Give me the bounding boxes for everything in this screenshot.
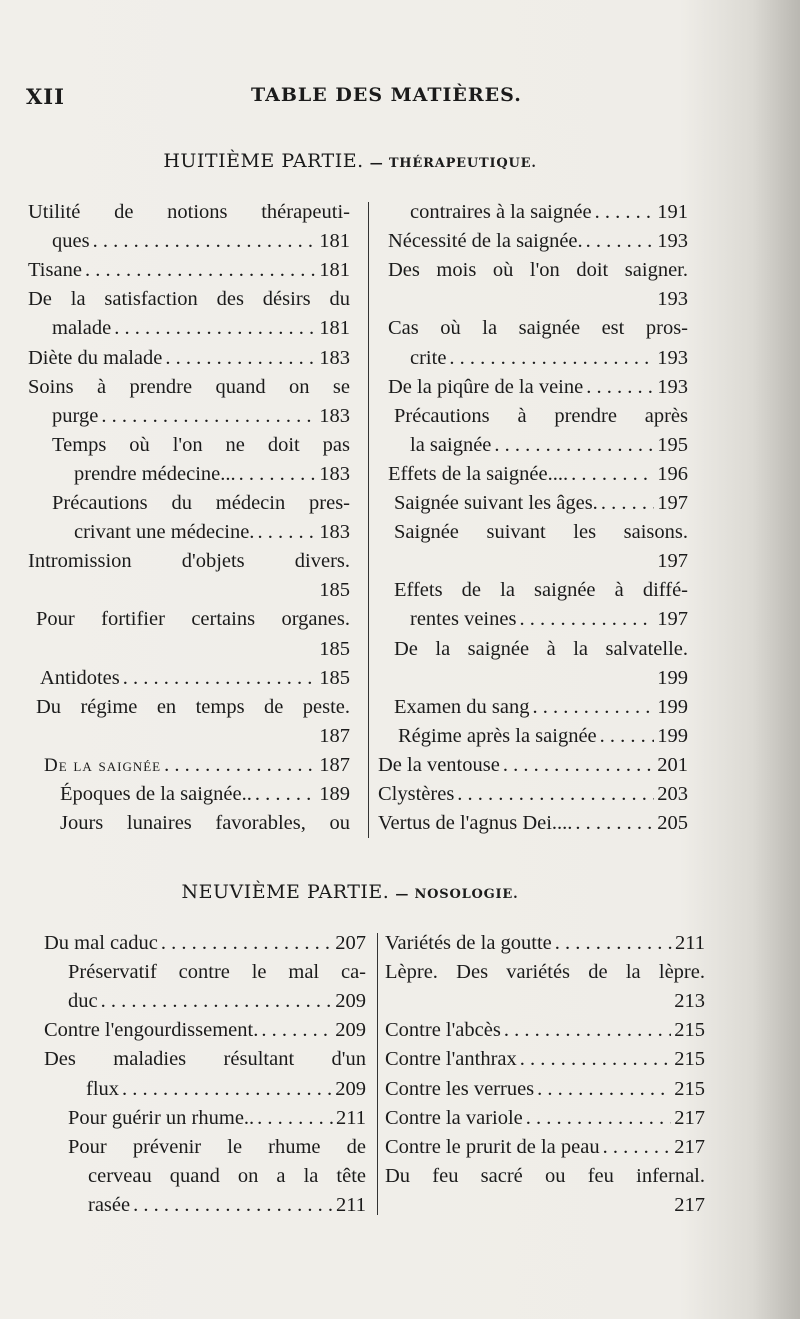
part-8-heading [0, 150, 700, 172]
dot-leader [114, 314, 316, 343]
toc-entry-title: rasée [88, 1193, 131, 1216]
page-number: 181 [319, 230, 350, 253]
dot-leader [519, 605, 654, 634]
toc-entry-title: De la ventouse [378, 753, 500, 776]
page-number: 183 [319, 462, 350, 485]
page-number: 211 [336, 1193, 366, 1216]
dot-leader [526, 1104, 671, 1133]
page-number: 199 [657, 695, 688, 718]
toc-entry-text: Des maladies résultant d'un [44, 1048, 366, 1071]
toc-entry-text: Cas où la saignée est pros- [388, 317, 688, 340]
dot-leader [133, 1191, 333, 1220]
toc-entry [398, 722, 688, 751]
dot-leader [261, 1016, 332, 1045]
toc-entry [68, 1104, 366, 1133]
toc-entry-text: Du feu sacré ou feu infernal. [385, 1164, 705, 1187]
dot-leader [586, 227, 655, 256]
toc-entry-title: Saignée suivant les âges. [394, 492, 598, 514]
dot-leader [122, 1075, 332, 1104]
dot-leader [164, 751, 316, 780]
toc-entry-text: Lèpre. Des variétés de la lèpre. [385, 961, 705, 984]
page-folio: XII [26, 84, 65, 109]
part-8-subtitle: — THÉRAPEUTIQUE. [369, 156, 537, 171]
column-divider [377, 933, 378, 1215]
toc-entry-text: cerveau quand on a la tête [88, 1164, 366, 1187]
page-number: 201 [657, 753, 688, 776]
dot-leader [595, 198, 655, 227]
toc-entry [378, 780, 688, 809]
page-number: 209 [335, 990, 366, 1013]
toc-entry [385, 1045, 705, 1074]
toc-entry [394, 489, 688, 518]
page-number: 217 [674, 1106, 705, 1129]
part-9-heading [0, 881, 700, 903]
page-number: 197 [657, 492, 688, 514]
toc-entry-title: Variétés de la goutte [385, 932, 552, 954]
toc-entry-title: De la saignée [44, 754, 162, 776]
dot-leader [494, 431, 654, 460]
dot-leader [93, 227, 317, 256]
toc-entry-text: Temps où l'on ne doit pas [52, 433, 350, 456]
dot-leader [257, 1104, 333, 1133]
page-number: 183 [319, 404, 350, 427]
page-number: 199 [657, 724, 688, 747]
toc-entry-title: prendre médecine... [74, 462, 236, 485]
toc-entry [74, 518, 350, 547]
toc-entry [385, 1075, 705, 1104]
toc-entry-title: Contre l'anthrax [385, 1048, 517, 1071]
toc-entry [44, 1016, 366, 1045]
page-number: 197 [657, 550, 688, 573]
toc-entry-title: Contre l'abcès [385, 1019, 501, 1042]
page-number: 205 [657, 812, 688, 835]
toc-entry-title: duc [68, 990, 98, 1013]
toc-entry-title: Clystères [378, 783, 455, 805]
part-9-subtitle: — NOSOLOGIE. [395, 887, 519, 902]
page-number: 185 [319, 579, 350, 602]
toc-entry-title: Contre le prurit de la peau [385, 1135, 600, 1158]
toc-entry-text: De la saignée à la salvatelle. [394, 637, 688, 660]
page-number: 193 [657, 288, 688, 311]
page-number: 217 [674, 1193, 705, 1216]
dot-leader [449, 344, 654, 373]
toc-entry [385, 929, 705, 958]
toc-entry-title: contraires à la saignée [410, 201, 592, 223]
toc-entry-title: rentes veines [410, 608, 517, 631]
toc-entry [74, 460, 350, 489]
page-number: 183 [319, 346, 350, 369]
page-number: 185 [319, 637, 350, 660]
running-title: TABLE DES MATIÈRES. [251, 84, 522, 106]
toc-entry [378, 751, 688, 780]
toc-entry-title: Nécessité de la saignée. [388, 230, 583, 253]
page-number: 195 [657, 433, 688, 456]
page-number: 215 [674, 1019, 705, 1042]
toc-entry-title: Du mal caduc [44, 932, 158, 954]
toc-entry-title: Diète du malade [28, 346, 163, 369]
dot-leader [586, 373, 654, 402]
toc-entry [28, 344, 350, 373]
page-number: 211 [675, 932, 705, 954]
page-number: 215 [674, 1048, 705, 1071]
page-number: 196 [657, 462, 688, 485]
dot-leader [457, 780, 654, 809]
toc-entry-text: Saignée suivant les saisons. [394, 521, 688, 544]
toc-entry-title: crivant une médecine. [74, 521, 255, 544]
page-number: 193 [657, 375, 688, 398]
toc-entry-title: Effets de la saignée.... [388, 462, 569, 485]
page-number: 209 [335, 1077, 366, 1100]
toc-entry [410, 605, 688, 634]
dot-leader [85, 256, 316, 285]
dot-leader [600, 722, 655, 751]
toc-entry [60, 780, 350, 809]
page-number: 181 [319, 259, 350, 282]
page-number: 191 [657, 201, 688, 223]
dot-leader [603, 1133, 672, 1162]
toc-entry-title: De la piqûre de la veine [388, 375, 584, 398]
dot-leader [257, 518, 316, 547]
dot-leader [555, 929, 672, 958]
toc-entry-text: Du régime en temps de peste. [36, 695, 350, 718]
toc-entry-text: Utilité de notions thérapeuti- [28, 201, 350, 223]
page-number: 215 [674, 1077, 705, 1100]
toc-entry-title: Époques de la saignée.. [60, 783, 252, 805]
page-number: 187 [319, 724, 350, 747]
column-divider [368, 202, 369, 838]
toc-entry-text: Pour fortifier certains organes. [36, 608, 350, 631]
toc-entry-title: Contre les verrues [385, 1077, 535, 1100]
page-number: 197 [657, 608, 688, 631]
dot-leader [503, 751, 654, 780]
page-number: 185 [319, 666, 350, 689]
toc-entry [44, 751, 350, 780]
toc-entry [385, 1016, 705, 1045]
toc-entry-text: Soins à prendre quand on se [28, 375, 350, 398]
toc-entry-title: Antidotes [40, 666, 120, 689]
page-number: 217 [674, 1135, 705, 1158]
page-number: 187 [319, 753, 350, 776]
toc-entry-text: Précautions à prendre après [394, 404, 688, 427]
toc-entry [52, 227, 350, 256]
toc-entry-title: Vertus de l'agnus Dei.... [378, 812, 573, 835]
toc-entry [68, 987, 366, 1016]
toc-entry [410, 431, 688, 460]
dot-leader [533, 693, 655, 722]
dot-leader [101, 402, 316, 431]
dot-leader [571, 460, 654, 489]
toc-entry [88, 1191, 366, 1220]
dot-leader [123, 664, 317, 693]
toc-entry [44, 929, 366, 958]
page-number: 183 [319, 521, 350, 544]
toc-entry-title: flux [86, 1077, 120, 1100]
dot-leader [537, 1075, 671, 1104]
page-number: 203 [657, 783, 688, 805]
toc-entry [40, 664, 350, 693]
page-number: 193 [657, 230, 688, 253]
part-8-title: HUITIÈME PARTIE. [163, 150, 364, 172]
toc-entry-title: Régime après la saignée [398, 724, 597, 747]
toc-entry-title: Examen du sang [394, 695, 530, 718]
part-9-title: NEUVIÈME PARTIE. [181, 881, 390, 903]
page-number: 209 [335, 1019, 366, 1042]
toc-entry [52, 314, 350, 343]
toc-entry-text: De la satisfaction des désirs du [28, 288, 350, 311]
toc-entry [410, 198, 688, 227]
dot-leader [504, 1016, 671, 1045]
page-number: 181 [319, 317, 350, 340]
toc-entry [388, 460, 688, 489]
page-number: 189 [319, 783, 350, 805]
toc-entry-title: Contre l'engourdissement. [44, 1019, 259, 1042]
page-number: 199 [657, 666, 688, 689]
toc-entry-title: Contre la variole [385, 1106, 523, 1129]
toc-entry-title: ques [52, 230, 90, 253]
toc-entry-text: Pour prévenir le rhume de [68, 1135, 366, 1158]
toc-entry-text: Effets de la saignée à diffé- [394, 579, 688, 602]
dot-leader [239, 460, 317, 489]
toc-entry [388, 227, 688, 256]
dot-leader [575, 809, 654, 838]
toc-entry-title: crite [410, 346, 447, 369]
toc-entry [378, 809, 688, 838]
toc-entry-text: Jours lunaires favorables, ou [60, 812, 350, 835]
toc-entry-title: la saignée [410, 433, 492, 456]
toc-entry-text: Préservatif contre le mal ca- [68, 961, 366, 984]
running-head [26, 84, 686, 116]
toc-entry-text: Des mois où l'on doit saigner. [388, 259, 688, 282]
toc-entry-title: malade [52, 317, 112, 340]
toc-entry [52, 402, 350, 431]
dot-leader [255, 780, 316, 809]
toc-entry-title: purge [52, 404, 99, 427]
dot-leader [161, 929, 332, 958]
dot-leader [165, 344, 316, 373]
page-number: 207 [335, 932, 366, 954]
toc-entry [385, 1104, 705, 1133]
toc-entry-title: Tisane [28, 259, 82, 282]
toc-entry [388, 373, 688, 402]
toc-entry-text: Intromission d'objets divers. [28, 550, 350, 573]
page-number: 213 [674, 990, 705, 1013]
toc-entry-text: Précautions du médecin pres- [52, 492, 350, 514]
toc-entry [385, 1133, 705, 1162]
page-number: 211 [336, 1106, 366, 1129]
dot-leader [520, 1045, 671, 1074]
toc-entry-title: Pour guérir un rhume.. [68, 1106, 255, 1129]
page-number: 193 [657, 346, 688, 369]
toc-entry [410, 344, 688, 373]
toc-entry [86, 1075, 366, 1104]
toc-entry [28, 256, 350, 285]
toc-entry [394, 693, 688, 722]
dot-leader [601, 489, 654, 518]
dot-leader [101, 987, 333, 1016]
